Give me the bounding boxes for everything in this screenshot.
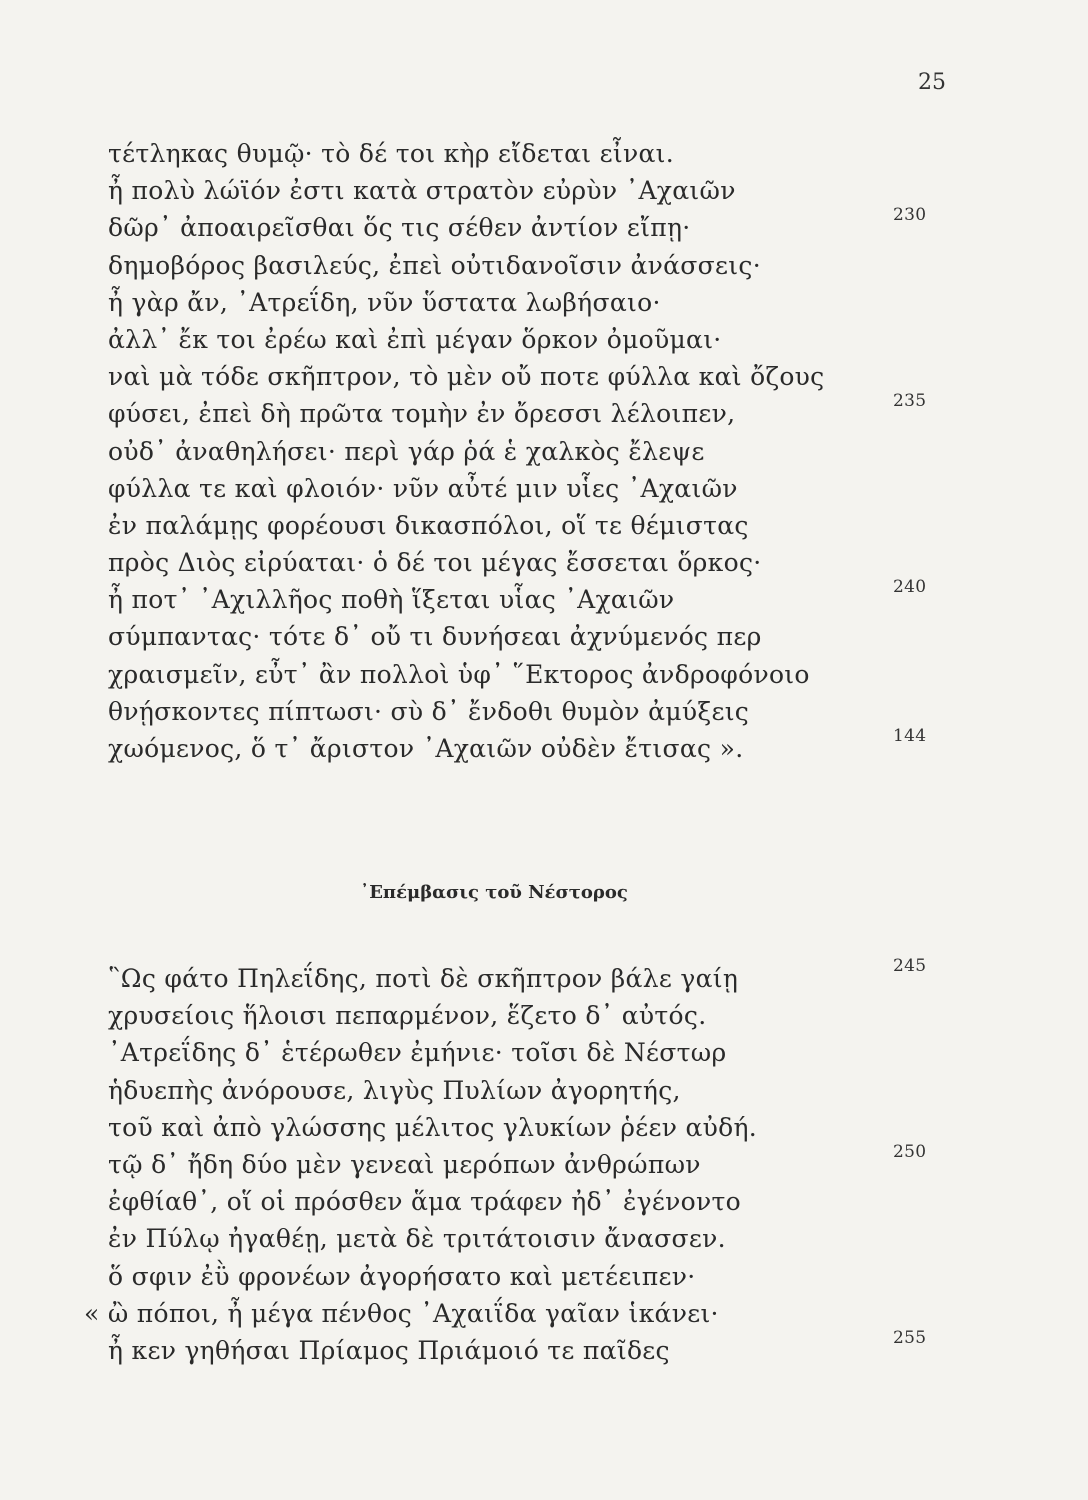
verse-line (108, 391, 988, 432)
verse-line (108, 172, 988, 209)
verse-text: ἦ πολὺ λώϊόν ἐστι κατὰ στρατὸν εὐρὺν ᾿Αχαιῶν (108, 176, 736, 206)
line-number: 255 (893, 1327, 927, 1348)
verse-text: χρυσείοις ἥλοισι πεπαρμένον, ἕζετο δ᾿ αὐτός. (108, 1001, 707, 1031)
verse-line (108, 1258, 988, 1295)
verse-text: ναὶ μὰ τόδε σκῆπτρον, τὸ μὲν οὔ ποτε φύλλα καὶ ὄζους (108, 362, 825, 392)
verse-block-1 (108, 135, 988, 767)
verse-line (108, 1072, 988, 1109)
verse-text: δημοβόρος βασιλεύς, ἐπεὶ οὐτιδανοῖσιν ἀνάσσεις· (108, 250, 761, 280)
verse-text: ὅ σφιν ἐῢ φρονέων ἀγορήσατο καὶ μετέειπεν· (108, 1261, 696, 1291)
verse-line (84, 1295, 988, 1332)
verse-line (108, 956, 988, 997)
verse-line (108, 1220, 988, 1257)
verse-line (108, 997, 988, 1034)
verse-line (108, 1141, 988, 1183)
verse-line (108, 470, 988, 507)
verse-text: σύμπαντας· τότε δ᾿ οὔ τι δυνήσεαι ἀχνύμενός περ (108, 622, 762, 652)
section-title: ᾿Επέμβασις τοῦ Νέστορος (360, 882, 628, 903)
verse-text: ᾿Ατρεΐδης δ᾿ ἑτέρωθεν ἐμήνιε· τοῖσι δὲ Νέστωρ (108, 1038, 727, 1068)
verse-line (108, 693, 988, 730)
verse-line (108, 135, 988, 172)
verse-text: οὐδ᾿ ἀναθηλήσει· περὶ γάρ ῥά ἑ χαλκὸς ἔλεψε (108, 436, 705, 466)
line-number: 245 (893, 956, 927, 976)
verse-line (108, 577, 988, 618)
verse-text: ἐφθίαθ᾿, οἵ οἱ πρόσθεν ἅμα τράφεν ἠδ᾿ ἐγένοντο (108, 1187, 741, 1217)
verse-text: ῝Ως φάτο Πηλεΐδης, ποτὶ δὲ σκῆπτρον βάλε γαίῃ (108, 964, 739, 993)
verse-line (108, 618, 988, 655)
line-number: 240 (893, 577, 927, 598)
verse-text: ἦ κεν γηθήσαι Πρίαμος Πριάμοιό τε παῖδες (108, 1335, 670, 1365)
verse-text: τῷ δ᾿ ἤδη δύο μὲν γενεαὶ μερόπων ἀνθρώπων (108, 1149, 701, 1179)
verse-line (108, 726, 988, 767)
verse-text: χραισμεῖν, εὖτ᾿ ἂν πολλοὶ ὑφ᾿ ῞Εκτορος ἀνδροφόνοιο (108, 659, 810, 689)
verse-text: φύσει, ἐπεὶ δὴ πρῶτα τομὴν ἐν ὄρεσσι λέλοιπεν, (108, 399, 736, 429)
verse-text: θνῄσκοντες πίπτωσι· σὺ δ᾿ ἔνδοθι θυμὸν ἀμύξεις (108, 696, 750, 726)
verse-text: πρὸς Διὸς εἰρύαται· ὁ δέ τοι μέγας ἔσσεται ὅρκος· (108, 548, 762, 578)
verse-line (108, 284, 988, 321)
verse-text: ἦ ποτ᾿ ᾿Αχιλλῆος ποθὴ ἵξεται υἷας ᾿Αχαιῶν (108, 585, 675, 615)
line-number: 235 (893, 391, 927, 412)
verse-text: ἡδυεπὴς ἀνόρουσε, λιγὺς Πυλίων ἀγορητής, (108, 1075, 681, 1105)
verse-line (108, 544, 988, 581)
verse-text: ἀλλ᾿ ἔκ τοι ἐρέω καὶ ἐπὶ μέγαν ὅρκον ὀμοῦμαι· (108, 324, 722, 354)
verse-text: τέτληκας θυμῷ· τὸ δέ τοι κὴρ εἴδεται εἶναι. (108, 139, 675, 168)
verse-text: « ὢ πόποι, ἦ μέγα πένθος ᾿Αχαιΐδα γαῖαν ἱκάνει· (84, 1298, 719, 1328)
verse-text: τοῦ καὶ ἀπὸ γλώσσης μέλιτος γλυκίων ῥέεν αὐδή. (108, 1112, 758, 1142)
verse-line (108, 1109, 988, 1146)
verse-text: χωόμενος, ὅ τ᾿ ἄριστον ᾿Αχαιῶν οὐδὲν ἔτισας ». (108, 734, 744, 763)
verse-text: δῶρ᾿ ἀποαιρεῖσθαι ὅς τις σέθεν ἀντίον εἴπῃ· (108, 213, 691, 243)
verse-text: φύλλα τε καὶ φλοιόν· νῦν αὖτέ μιν υἷες ᾿Αχαιῶν (108, 473, 738, 503)
verse-line (108, 1183, 988, 1220)
verse-block-2 (84, 956, 988, 1369)
verse-line (108, 247, 988, 284)
verse-text: ἐν Πύλῳ ἠγαθέῃ, μετὰ δὲ τριτάτοισιν ἄνασσεν. (108, 1224, 726, 1254)
line-number: 230 (893, 205, 927, 226)
line-number: 144 (893, 726, 927, 746)
verse-line (108, 358, 988, 395)
verse-line (108, 321, 988, 358)
verse-line (108, 1034, 988, 1071)
verse-line (108, 205, 988, 246)
verse-line (108, 1327, 988, 1369)
verse-line (108, 507, 988, 544)
line-number: 250 (893, 1141, 927, 1162)
verse-text: ἦ γὰρ ἄν, ᾿Ατρεΐδη, νῦν ὕστατα λωβήσαιο· (108, 287, 661, 317)
verse-line (108, 656, 988, 693)
page-number: 25 (918, 70, 946, 95)
verse-text: ἐν παλάμῃς φορέουσι δικασπόλοι, οἵ τε θέμιστας (108, 510, 749, 540)
verse-line (108, 433, 988, 470)
